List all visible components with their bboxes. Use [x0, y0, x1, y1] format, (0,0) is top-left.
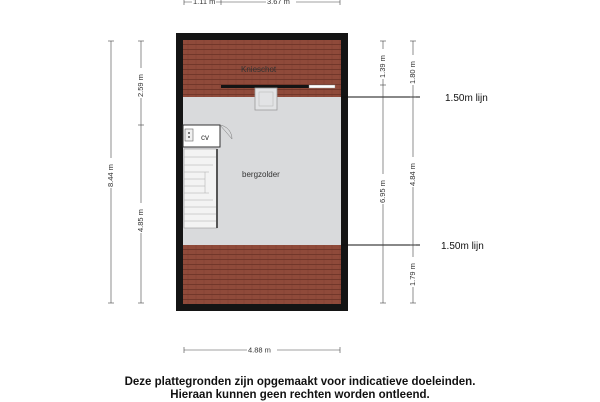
skylight: [255, 88, 277, 110]
cv-dot: [188, 136, 190, 138]
dim-right-outer-bottom: 1.79 m: [408, 263, 417, 286]
dim-left-upper: 2.59 m: [136, 74, 145, 97]
dim-right-outer-top: 1.80 m: [408, 61, 417, 84]
cv-dot: [188, 132, 190, 134]
cv-label: cv: [201, 133, 209, 142]
knieschot-label: Knieschot: [241, 65, 277, 74]
dim-left-lower: 4.85 m: [136, 209, 145, 232]
lower-150-label: 1.50m lijn: [441, 241, 484, 252]
dim-right-inner-main: 6.95 m: [378, 180, 387, 203]
dim-right-outer-mid: 4.84 m: [408, 163, 417, 186]
dim-left-total: 8.44 m: [106, 164, 115, 187]
stair-opening: [184, 149, 217, 228]
disclaimer-line-2: Hieraan kunnen geen rechten worden ontleend.: [170, 389, 430, 401]
dim-right-inner-top: 1.39 m: [378, 55, 387, 78]
dim-top-right: 3.67 m: [267, 0, 290, 6]
knee-wall-light: [309, 85, 335, 88]
knee-wall: [221, 85, 309, 88]
cv-unit: [185, 129, 193, 141]
right-inner-dimension-line: [380, 41, 386, 303]
stair-rail: [216, 149, 218, 228]
roof-bottom: [183, 245, 341, 304]
bergzolder-label: bergzolder: [242, 170, 280, 179]
disclaimer-line-1: Deze plattegronden zijn opgemaakt voor indicatieve doeleinden.: [124, 376, 476, 388]
dim-top-left: 1.11 m: [193, 0, 216, 6]
upper-150-label: 1.50m lijn: [445, 93, 488, 104]
dim-bottom: 4.88 m: [248, 345, 271, 355]
